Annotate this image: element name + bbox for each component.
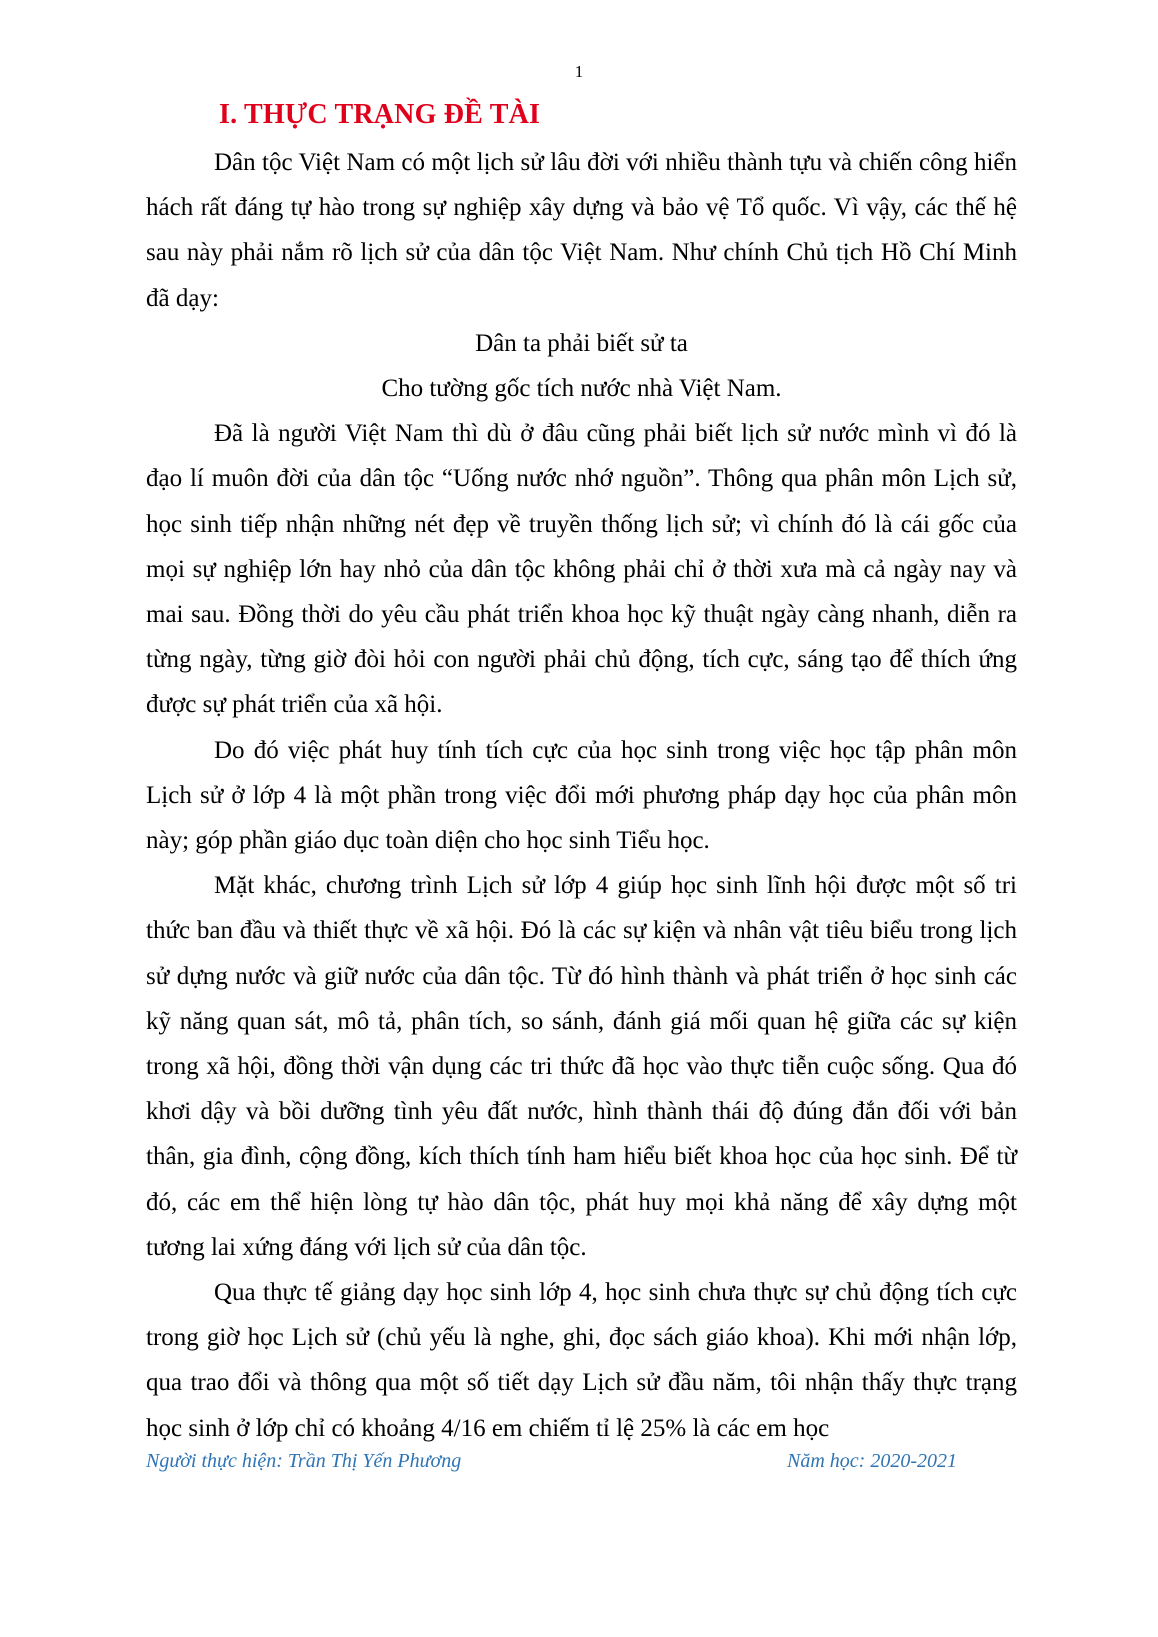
paragraph-reality: Qua thực tế giảng dạy học sinh lớp 4, học sinh chưa thực sự chủ động tích cực trong giờ học Lịch sử (chủ yếu là nghe, ghi, đọc sách giáo khoa). Khi mới nhận lớp, qua trao đổi và thông qua một số tiết dạy Lịch sử đầu năm, tôi nhận thấy thực trạng học sinh ở lớp chỉ có khoảng 4/16 em chiếm tỉ lệ 25% là các em học xyxy=(146,1279,1017,1442)
footer-author: Người thực hiện: Trần Thị Yến Phương xyxy=(146,1450,462,1472)
paragraph-curriculum: Mặt khác, chương trình Lịch sử lớp 4 giúp học sinh lĩnh hội được một số tri thức ban đầu và thiết thực về xã hội. Đó là các sự kiện và nhân vật tiêu biểu trong lịch sử dựng nước và giữ nước của dân tộc. Từ đó hình thành và phát triển ở học sinh các kỹ năng quan sát, mô tả, phân tích, so sánh, đánh giá mối quan hệ giữa các sự kiện trong xã hội, đồng thời vận dụng các tri thức đã học vào thực tiễn cuộc sống. Qua đó khơi dậy và bồi dưỡng tình yêu đất nước, hình thành thái độ đúng đắn đối với bản thân, gia đình, cộng đồng, kích thích tính ham hiểu biết khoa học của học sinh. Để từ đó, các em thể hiện lòng tự hào dân tộc, phát huy mọi khả năng để xây dựng một tương lai xứng đáng với lịch sử của dân tộc. xyxy=(146,872,1017,1261)
paragraph-history-importance: Đã là người Việt Nam thì dù ở đâu cũng phải biết lịch sử nước mình vì đó là đạo lí muôn đời của dân tộc “Uống nước nhớ nguồn”. Thông qua phân môn Lịch sử, học sinh tiếp nhận những nét đẹp về truyền thống lịch sử; vì chính đó là cái gốc của mọi sự nghiệp lớn hay nhỏ của dân tộc không phải chỉ ở thời xưa mà cả ngày nay và mai sau. Đồng thời do yêu cầu phát triển khoa học kỹ thuật ngày càng nhanh, diễn ra từng ngày, từng giờ đòi hỏi con người phải chủ động, tích cực, sáng tạo để thích ứng được sự phát triển của xã hội. xyxy=(146,420,1017,719)
document-body xyxy=(146,140,1017,1451)
verse-line-2: Cho tường gốc tích nước nhà Việt Nam. xyxy=(381,375,782,403)
verse-line-1: Dân ta phải biết sử ta xyxy=(475,329,688,357)
paragraph-active-learning: Do đó việc phát huy tính tích cực của học sinh trong việc học tập phân môn Lịch sử ở lớp 4 là một phần trong việc đổi mới phương pháp dạy học của phân môn này; góp phần giáo dục toàn diện cho học sinh Tiểu học. xyxy=(146,736,1017,855)
footer-school-year: Năm học: 2020-2021 xyxy=(787,1450,957,1472)
paragraph-intro: Dân tộc Việt Nam có một lịch sử lâu đời với nhiều thành tựu và chiến công hiển hách rất đáng tự hào trong sự nghiệp xây dựng và bảo vệ Tổ quốc. Vì vậy, các thế hệ sau này phải nắm rõ lịch sử của dân tộc Việt Nam. Như chính Chủ tịch Hồ Chí Minh đã dạy: xyxy=(146,149,1017,312)
page-number: 1 xyxy=(574,62,584,81)
section-heading: I. THỰC TRẠNG ĐỀ TÀI xyxy=(219,99,541,130)
